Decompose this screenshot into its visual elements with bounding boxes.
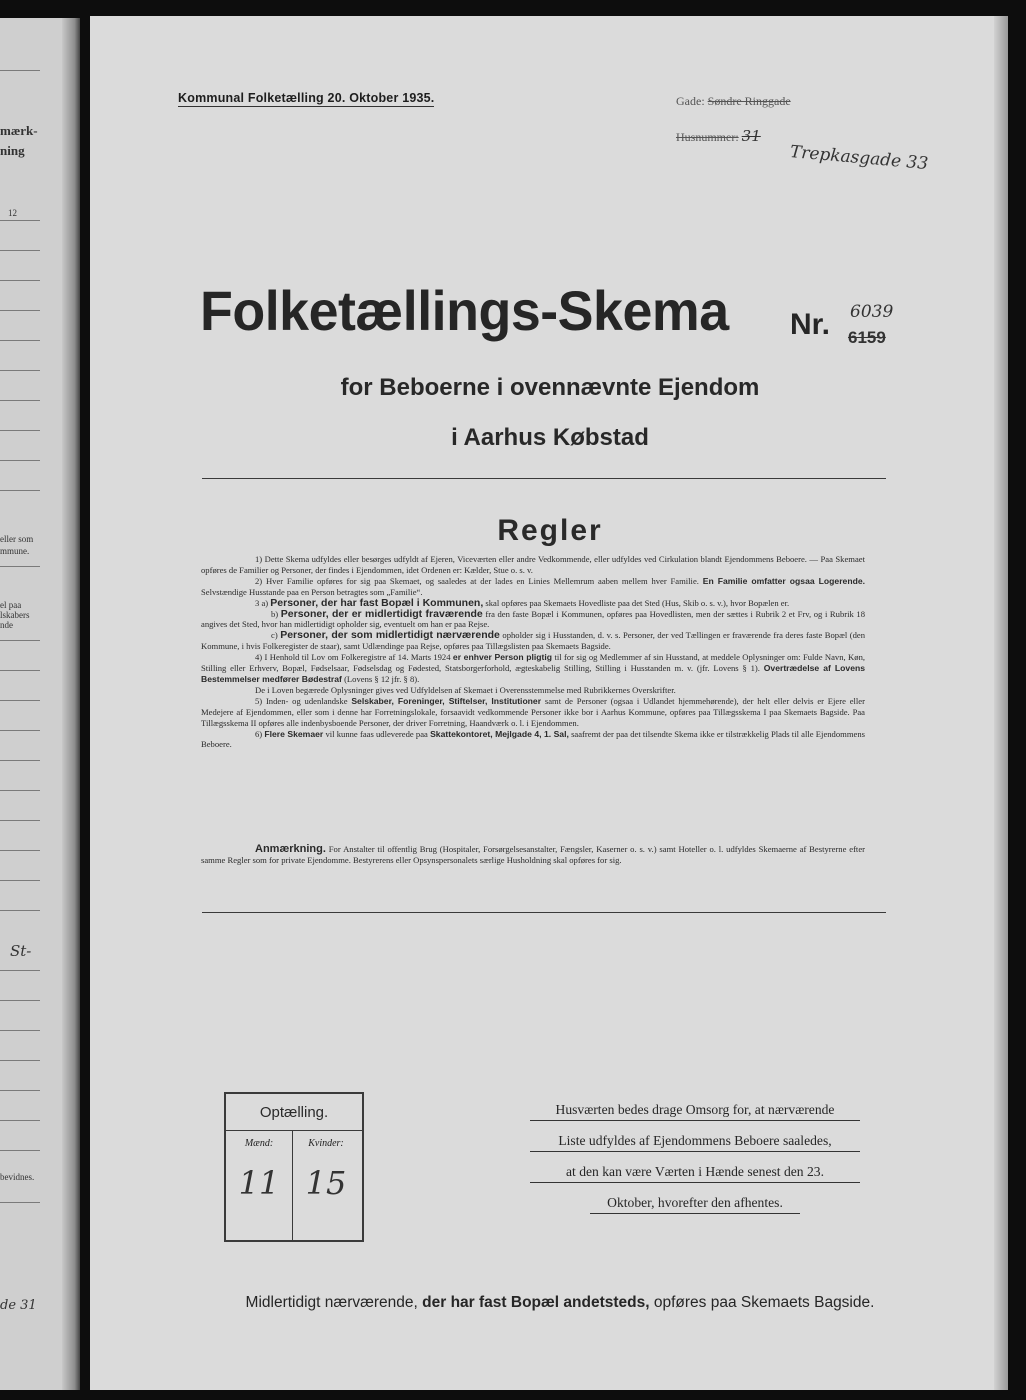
house-label: Husnummer: xyxy=(676,130,739,144)
left-page-fragment: lskabers xyxy=(0,610,30,620)
left-page-fragment: eller som xyxy=(0,534,34,544)
host-notice xyxy=(530,1102,860,1226)
left-page-fragment: mærk- xyxy=(0,123,38,138)
left-page-handwriting: St- xyxy=(10,942,32,960)
footer-note: Midlertidigt nærværende, der har fast Bopæl andetsteds, opføres paa Skemaets Bagside. xyxy=(245,1294,875,1311)
left-page-rule xyxy=(0,1090,40,1091)
left-page-rule xyxy=(0,1150,40,1151)
left-page-rule xyxy=(0,850,40,851)
street-row xyxy=(676,94,791,109)
rule-3b: b) Personer, der er midlertidigt fraværende fra den faste Bopæl i Kommunen, opføres paa Hovedlisten, men der sættes i Rubrik 2 et Frv, og i Rubrik 18 angives det Sted, hvor han midlertidigt opholder sig, eventuelt om han er paa Rejse. xyxy=(201,607,865,630)
left-page-rule xyxy=(0,700,40,701)
rule-5: 5) Inden- og udenlandske Selskaber, Foreninger, Stiftelser, Institutioner samt de Personer (ogsaa i Udlandet hjemmehørende), der helt eller delvis er Ejere eller Medejere af Ejendommen, eller som i denne har Forretningslokale, forsaavidt vedkommende Personer ikke bor i Aarhus Kommune, opføres paa Tillægsskema I paa Skemaets Bagside. Paa Tillægsskema II opføres alle indenbysboende Personer, der driver Forretning, Haandværk o. l. i Ejendommen. xyxy=(201,695,865,728)
left-page-rule xyxy=(0,670,40,671)
tally-women-label: Kvinder: xyxy=(308,1138,344,1149)
street-label: Gade: xyxy=(676,94,705,108)
form-location: i Aarhus Købstad xyxy=(451,424,649,451)
census-header: Kommunal Folketælling 20. Oktober 1935. xyxy=(178,91,435,105)
left-page-rule xyxy=(0,280,40,281)
tally-rule xyxy=(226,1130,362,1131)
left-page-fragment: mmune. xyxy=(0,546,30,556)
house-value: 31 xyxy=(741,127,761,145)
host-notice-line: Husværten bedes drage Omsorg for, at nærværende xyxy=(530,1102,860,1121)
form-number-handwritten: 6039 xyxy=(850,302,894,322)
left-page-fragment: bevidnes. xyxy=(0,1172,35,1182)
left-page-rule xyxy=(0,400,40,401)
remark-label: Anmærkning. xyxy=(255,843,326,855)
left-page-rule xyxy=(0,760,40,761)
left-page-rule xyxy=(0,250,40,251)
rule-6: 6) Flere Skemaer vil kunne faas udleverede paa Skattekontoret, Mejlgade 4, 1. Sal, saafremt der paa det tilsendte Skema ikke er tilstrækkelig Plads til alle Ejendommens Beboere. xyxy=(201,728,865,750)
tally-men-value: 11 xyxy=(238,1164,280,1202)
rule-3a: 3 a) Personer, der har fast Bopæl i Kommunen, skal opføres paa Skemaets Hovedliste paa det Sted (Hus, Skib o. s. v.), hvor Bopælen er. xyxy=(255,596,790,609)
form-number-label: Nr. xyxy=(790,308,831,341)
address-block xyxy=(676,94,791,145)
rule-3c: c) Personer, der som midlertidigt nærværende opholder sig i Husstanden, d. v. s. Personer, der ved Tællingen er fraværende fra deres faste Bopæl (den Kommune, i hvis Folkeregister de staar), samt Udlændinge paa Rejse, opføres paa Tillægslisten paa Skemaets Bagside. xyxy=(201,629,865,652)
rule-2: 2) Hver Familie opføres for sig paa Skemaet, og saaledes at der lades en Linies Mellemrum aaben mellem hver Familie. En Familie omfatter ogsaa Logerende. Selvstændige Husstande paa en Person betragtes som „Familie“. xyxy=(201,575,865,597)
host-notice-line: Oktober, hvorefter den afhentes. xyxy=(590,1195,800,1214)
page-gutter xyxy=(62,18,80,1390)
divider xyxy=(202,478,886,479)
left-page-rule xyxy=(0,70,40,71)
census-form-page xyxy=(90,16,1008,1390)
left-page-rule xyxy=(0,310,40,311)
remark-body: For Anstalter til offentlig Brug (Hospitaler, Forsørgelsesanstalter, Fængsler, Kaserner o. s. v.) samt Hoteller o. l. udfyldes Skemaerne af Bestyrerne efter samme Regler som for private Ejendomme. Bestyrerens eller Opsynspersonalets særlige Husholdning skal opføres for sig. xyxy=(201,844,865,865)
rules-heading: Regler xyxy=(497,514,603,547)
left-page-rule xyxy=(0,1030,40,1031)
tally-title: Optælling. xyxy=(259,1104,329,1121)
street-value: Søndre Ringgade xyxy=(707,94,791,108)
left-page-fragment: el paa xyxy=(0,600,22,610)
left-page-rule xyxy=(0,1120,40,1121)
left-page-rule xyxy=(0,430,40,431)
left-page-fragment: nde xyxy=(0,620,13,630)
tally-men-label: Mænd: xyxy=(244,1138,274,1149)
left-page-fragment: 12 xyxy=(8,208,17,218)
host-notice-line: Liste udfyldes af Ejendommens Beboere saaledes, xyxy=(530,1133,860,1152)
street-note-handwritten: Trepkasgade 33 xyxy=(789,142,929,175)
rule-1: 1) Dette Skema udfyldes eller besørges udfyldt af Ejeren, Viceværten eller andre Vedkommende, eller udfyldes ved Cirkulation blandt Ejendommens Beboere. — Paa Skemaet opføres de Familier og Personer, der findes i Ejendommen, idet Ordenen er: Kælder, Stue o. s. v. xyxy=(201,554,865,575)
left-page-rule xyxy=(0,880,40,881)
left-page-handwriting: de 31 xyxy=(0,1298,37,1313)
rule-4-note: De i Loven begærede Oplysninger gives ved Udfyldelsen af Skemaet i Overensstemmelse med Rubrikkernes Overskrifter. xyxy=(255,684,676,695)
left-page-rule xyxy=(0,370,40,371)
left-page-strip xyxy=(0,18,80,1390)
tally-box xyxy=(224,1092,364,1242)
left-page-rule xyxy=(0,790,40,791)
house-row xyxy=(676,127,791,145)
left-page-rule xyxy=(0,566,40,567)
rules-text xyxy=(201,554,865,750)
form-subtitle: for Beboerne i ovennævnte Ejendom xyxy=(340,374,760,401)
left-page-rule xyxy=(0,640,40,641)
left-page-rule xyxy=(0,1060,40,1061)
left-page-rule xyxy=(0,730,40,731)
left-page-rule xyxy=(0,820,40,821)
left-page-rule xyxy=(0,460,40,461)
left-page-rule xyxy=(0,490,40,491)
form-number-printed: 6159 xyxy=(848,328,886,347)
remark-text xyxy=(201,844,865,866)
left-page-rule xyxy=(0,1202,40,1203)
left-page-rule xyxy=(0,970,40,971)
rule-4: 4) I Henhold til Lov om Folkeregistre af 14. Marts 1924 er enhver Person pligtig til for sig og Medlemmer af sin Husstand, at meddele Oplysninger om: Fulde Navn, Køn, Stilling eller Erhverv, Bopæl, Fødselsaar, Fødselsdag og Fødested, Statsborgerforhold, ægteskabelig Stilling, Stilling i Husstanden m. v. (jfr. Lovens § 1). Overtrædelse af Lovens Bestemmelser medfører Bødestraf (Lovens § 12 jfr. § 8). xyxy=(201,652,866,684)
left-page-rule xyxy=(0,910,40,911)
left-page-fragment: ning xyxy=(0,143,25,158)
tally-women-value: 15 xyxy=(305,1164,347,1202)
divider xyxy=(202,912,886,913)
left-page-rule xyxy=(0,1000,40,1001)
host-notice-line: at den kan være Værten i Hænde senest den 23. xyxy=(530,1164,860,1183)
form-title: Folketællings-Skema xyxy=(200,279,729,342)
left-page-rule xyxy=(0,220,40,221)
left-page-rule xyxy=(0,340,40,341)
